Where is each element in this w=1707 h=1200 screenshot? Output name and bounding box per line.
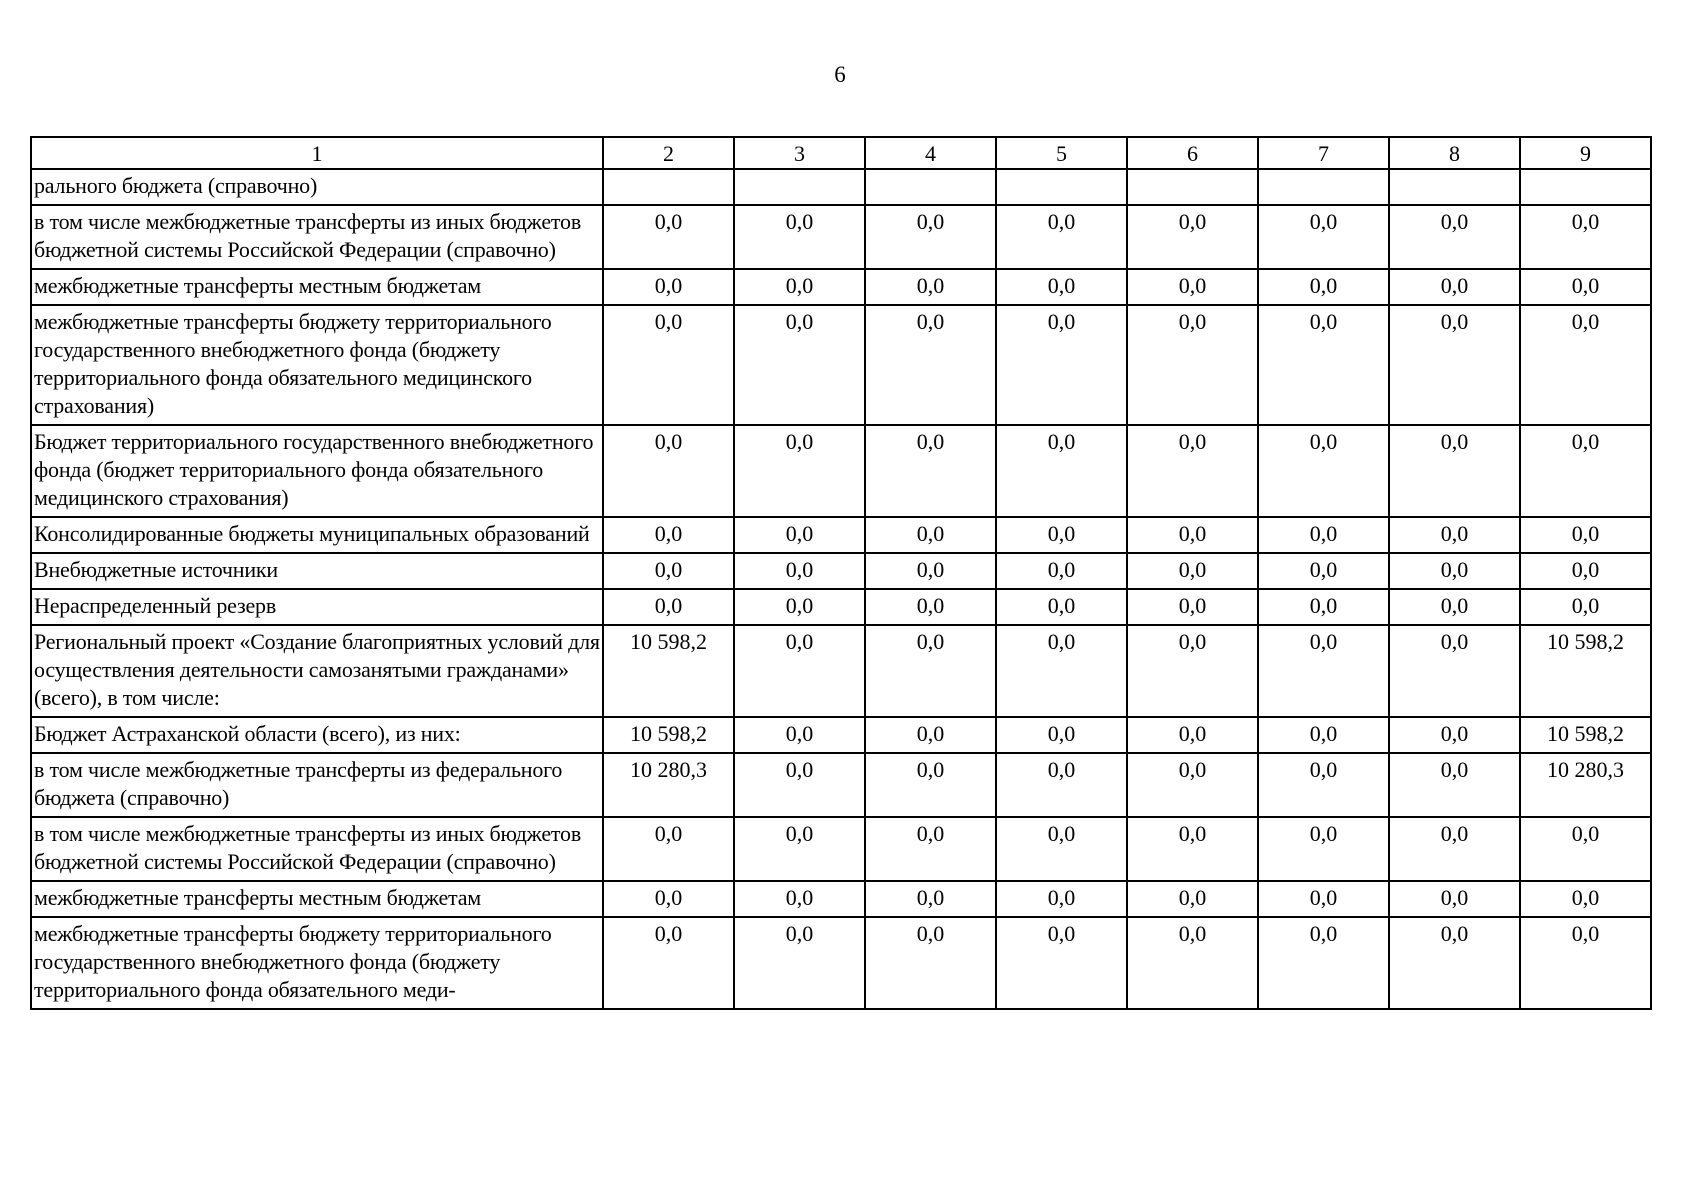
value-cell: 0,0 xyxy=(1127,553,1258,589)
value-cell: 0,0 xyxy=(1520,881,1651,917)
value-cell: 0,0 xyxy=(865,753,996,817)
value-cell: 0,0 xyxy=(996,881,1127,917)
row-label: рального бюджета (справочно) xyxy=(31,169,603,205)
row-label: межбюджетные трансферты бюджету территориального государственного внебюджетного фонда (бюджету территориального фонда обязательного медицинского страхования) xyxy=(31,305,603,425)
value-cell: 0,0 xyxy=(1520,305,1651,425)
table-row xyxy=(31,753,1651,817)
value-cell: 0,0 xyxy=(1520,553,1651,589)
value-cell: 0,0 xyxy=(1389,553,1520,589)
value-cell xyxy=(1258,169,1389,205)
table-row xyxy=(31,425,1651,517)
value-cell: 0,0 xyxy=(1389,753,1520,817)
value-cell: 0,0 xyxy=(603,817,734,881)
value-cell: 0,0 xyxy=(734,817,865,881)
value-cell: 0,0 xyxy=(865,717,996,753)
column-header: 6 xyxy=(1127,137,1258,169)
value-cell: 0,0 xyxy=(734,753,865,817)
value-cell: 0,0 xyxy=(1520,205,1651,269)
value-cell: 0,0 xyxy=(603,881,734,917)
row-label: межбюджетные трансферты местным бюджетам xyxy=(31,881,603,917)
row-label: в том числе межбюджетные трансферты из иных бюджетов бюджетной системы Российской Федерации (справочно) xyxy=(31,205,603,269)
value-cell: 0,0 xyxy=(996,625,1127,717)
value-cell: 0,0 xyxy=(1389,881,1520,917)
value-cell: 0,0 xyxy=(1258,305,1389,425)
value-cell: 0,0 xyxy=(1258,553,1389,589)
row-label: межбюджетные трансферты местным бюджетам xyxy=(31,269,603,305)
value-cell: 0,0 xyxy=(1520,269,1651,305)
value-cell: 0,0 xyxy=(1258,717,1389,753)
value-cell: 0,0 xyxy=(865,269,996,305)
table-row xyxy=(31,205,1651,269)
value-cell: 0,0 xyxy=(734,517,865,553)
value-cell: 10 598,2 xyxy=(1520,625,1651,717)
column-header: 9 xyxy=(1520,137,1651,169)
value-cell: 0,0 xyxy=(603,589,734,625)
value-cell: 0,0 xyxy=(603,305,734,425)
value-cell: 0,0 xyxy=(1389,717,1520,753)
column-header: 8 xyxy=(1389,137,1520,169)
table-row xyxy=(31,517,1651,553)
value-cell: 0,0 xyxy=(1258,817,1389,881)
value-cell: 0,0 xyxy=(1389,917,1520,1009)
value-cell: 0,0 xyxy=(603,917,734,1009)
value-cell: 0,0 xyxy=(734,425,865,517)
table-row xyxy=(31,169,1651,205)
value-cell: 10 280,3 xyxy=(603,753,734,817)
value-cell: 0,0 xyxy=(603,269,734,305)
value-cell: 0,0 xyxy=(1258,205,1389,269)
column-header: 7 xyxy=(1258,137,1389,169)
value-cell xyxy=(1127,169,1258,205)
value-cell: 0,0 xyxy=(1520,817,1651,881)
value-cell: 0,0 xyxy=(734,717,865,753)
value-cell: 0,0 xyxy=(1258,881,1389,917)
value-cell: 0,0 xyxy=(865,817,996,881)
value-cell: 0,0 xyxy=(1127,517,1258,553)
value-cell: 0,0 xyxy=(996,305,1127,425)
value-cell: 0,0 xyxy=(603,205,734,269)
row-label: Внебюджетные источники xyxy=(31,553,603,589)
value-cell xyxy=(603,169,734,205)
table-row xyxy=(31,269,1651,305)
row-label: Региональный проект «Создание благоприятных условий для осуществления деятельности самозанятыми гражданами» (всего), в том числе: xyxy=(31,625,603,717)
value-cell: 0,0 xyxy=(1127,425,1258,517)
value-cell: 0,0 xyxy=(996,717,1127,753)
value-cell: 10 598,2 xyxy=(603,717,734,753)
value-cell: 0,0 xyxy=(1258,269,1389,305)
value-cell: 0,0 xyxy=(996,425,1127,517)
value-cell: 0,0 xyxy=(1520,517,1651,553)
value-cell: 0,0 xyxy=(734,589,865,625)
row-label: в том числе межбюджетные трансферты из иных бюджетов бюджетной системы Российской Федерации (справочно) xyxy=(31,817,603,881)
value-cell: 0,0 xyxy=(734,205,865,269)
value-cell: 0,0 xyxy=(1389,817,1520,881)
row-label: межбюджетные трансферты бюджету территориального государственного внебюджетного фонда (бюджету территориального фонда обязательного меди- xyxy=(31,917,603,1009)
value-cell: 0,0 xyxy=(1258,625,1389,717)
row-label: Бюджет Астраханской области (всего), из них: xyxy=(31,717,603,753)
value-cell: 0,0 xyxy=(734,917,865,1009)
value-cell: 0,0 xyxy=(1258,589,1389,625)
value-cell: 0,0 xyxy=(996,753,1127,817)
value-cell: 0,0 xyxy=(996,269,1127,305)
value-cell: 0,0 xyxy=(1389,305,1520,425)
budget-table xyxy=(30,136,1652,1010)
value-cell: 0,0 xyxy=(1127,305,1258,425)
value-cell: 0,0 xyxy=(1127,717,1258,753)
value-cell: 0,0 xyxy=(1389,425,1520,517)
value-cell: 0,0 xyxy=(1127,917,1258,1009)
column-header: 5 xyxy=(996,137,1127,169)
value-cell: 10 598,2 xyxy=(1520,717,1651,753)
value-cell: 0,0 xyxy=(1127,205,1258,269)
value-cell: 0,0 xyxy=(865,517,996,553)
value-cell: 0,0 xyxy=(865,917,996,1009)
table-row xyxy=(31,553,1651,589)
value-cell: 10 280,3 xyxy=(1520,753,1651,817)
value-cell: 0,0 xyxy=(1127,817,1258,881)
column-header: 3 xyxy=(734,137,865,169)
value-cell: 0,0 xyxy=(865,881,996,917)
row-label: в том числе межбюджетные трансферты из федерального бюджета (справочно) xyxy=(31,753,603,817)
table-row xyxy=(31,881,1651,917)
value-cell: 0,0 xyxy=(1258,425,1389,517)
table-row xyxy=(31,589,1651,625)
table-row xyxy=(31,305,1651,425)
value-cell: 0,0 xyxy=(1520,917,1651,1009)
value-cell: 0,0 xyxy=(1389,625,1520,717)
value-cell xyxy=(865,169,996,205)
value-cell: 0,0 xyxy=(996,589,1127,625)
value-cell: 0,0 xyxy=(865,425,996,517)
value-cell: 0,0 xyxy=(996,817,1127,881)
page-number: 6 xyxy=(834,62,846,87)
value-cell: 0,0 xyxy=(865,205,996,269)
value-cell xyxy=(996,169,1127,205)
value-cell: 0,0 xyxy=(1258,517,1389,553)
value-cell: 0,0 xyxy=(734,553,865,589)
value-cell: 0,0 xyxy=(996,205,1127,269)
value-cell: 0,0 xyxy=(996,553,1127,589)
value-cell: 0,0 xyxy=(1389,205,1520,269)
value-cell: 0,0 xyxy=(1127,269,1258,305)
value-cell: 0,0 xyxy=(1520,425,1651,517)
value-cell: 0,0 xyxy=(734,269,865,305)
value-cell: 0,0 xyxy=(865,625,996,717)
header-row xyxy=(31,137,1651,169)
column-header: 1 xyxy=(31,137,603,169)
value-cell: 0,0 xyxy=(865,305,996,425)
row-label: Бюджет территориального государственного внебюджетного фонда (бюджет территориального фонда обязательного медицинского страхования) xyxy=(31,425,603,517)
value-cell: 0,0 xyxy=(603,517,734,553)
value-cell: 0,0 xyxy=(1389,269,1520,305)
table-row xyxy=(31,625,1651,717)
value-cell: 0,0 xyxy=(1258,753,1389,817)
value-cell: 10 598,2 xyxy=(603,625,734,717)
value-cell: 0,0 xyxy=(1127,625,1258,717)
value-cell xyxy=(1520,169,1651,205)
value-cell: 0,0 xyxy=(1127,753,1258,817)
value-cell xyxy=(734,169,865,205)
value-cell: 0,0 xyxy=(996,917,1127,1009)
value-cell: 0,0 xyxy=(865,589,996,625)
value-cell: 0,0 xyxy=(1127,589,1258,625)
value-cell: 0,0 xyxy=(1389,589,1520,625)
column-header: 2 xyxy=(603,137,734,169)
value-cell: 0,0 xyxy=(1258,917,1389,1009)
value-cell: 0,0 xyxy=(734,881,865,917)
column-header: 4 xyxy=(865,137,996,169)
row-label: Консолидированные бюджеты муниципальных образований xyxy=(31,517,603,553)
value-cell: 0,0 xyxy=(1389,517,1520,553)
table-row xyxy=(31,917,1651,1009)
table-body xyxy=(31,169,1651,1009)
value-cell: 0,0 xyxy=(1127,881,1258,917)
value-cell: 0,0 xyxy=(603,425,734,517)
value-cell: 0,0 xyxy=(865,553,996,589)
value-cell: 0,0 xyxy=(603,553,734,589)
value-cell: 0,0 xyxy=(734,625,865,717)
value-cell: 0,0 xyxy=(996,517,1127,553)
row-label: Нераспределенный резерв xyxy=(31,589,603,625)
value-cell xyxy=(1389,169,1520,205)
table-row xyxy=(31,817,1651,881)
table-row xyxy=(31,717,1651,753)
value-cell: 0,0 xyxy=(734,305,865,425)
value-cell: 0,0 xyxy=(1520,589,1651,625)
